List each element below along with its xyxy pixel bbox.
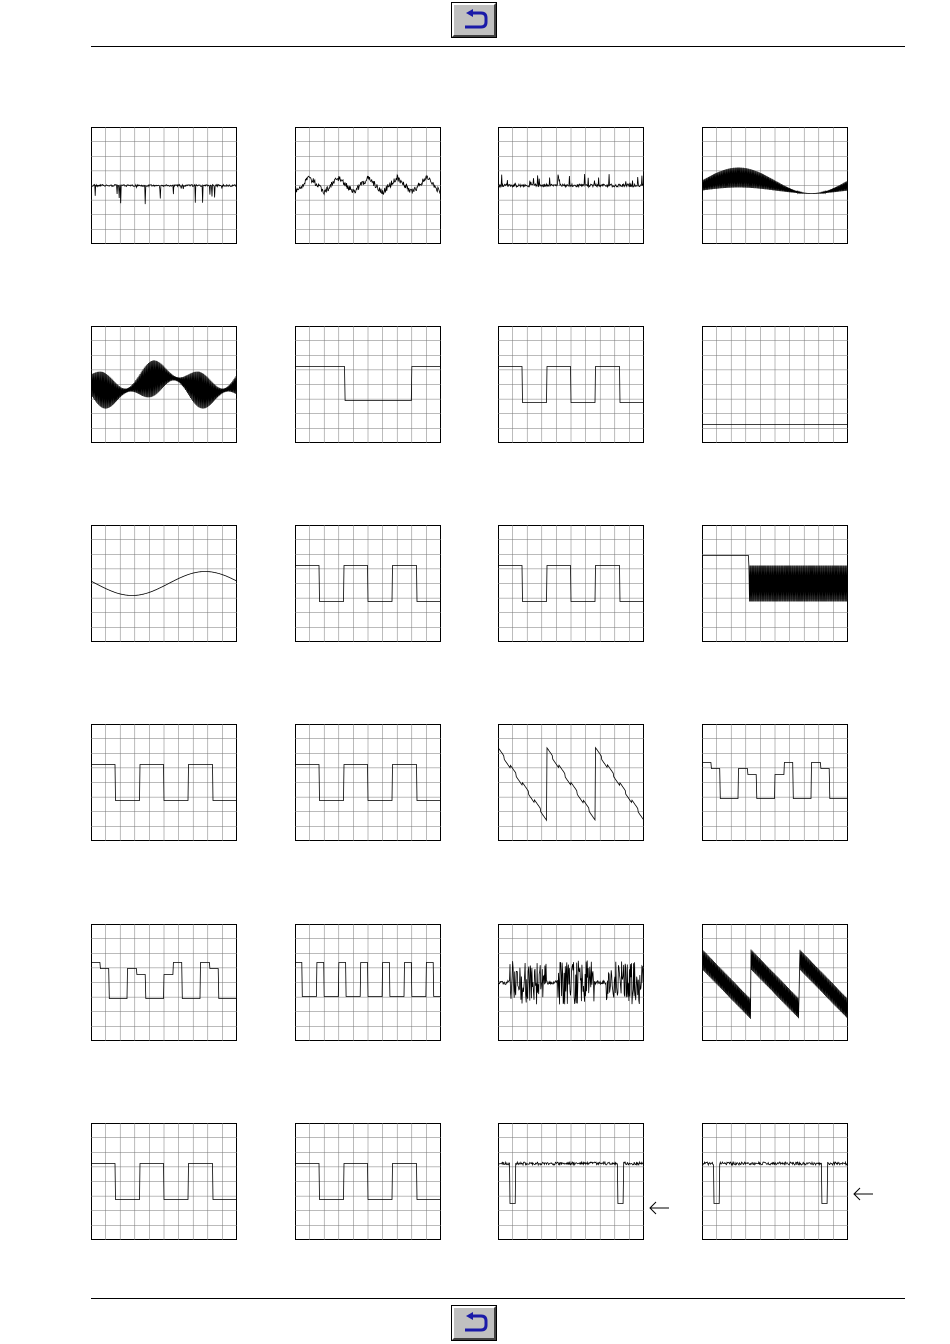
oscillogram-r5c4 [702, 924, 848, 1041]
footer-rule [91, 1298, 905, 1299]
oscillogram-r5c3 [498, 924, 644, 1041]
oscillogram-r1c2 [295, 127, 441, 244]
oscillogram-r6c4 [702, 1123, 848, 1240]
oscillogram-r5c2 [295, 924, 441, 1041]
oscillogram-r1c4 [702, 127, 848, 244]
oscillogram-r3c4 [702, 525, 848, 642]
oscillogram-r4c3 [498, 724, 644, 841]
oscillogram-r5c1 [91, 924, 237, 1041]
oscillogram-r4c1 [91, 724, 237, 841]
oscillogram-r3c3 [498, 525, 644, 642]
back-button-top[interactable] [452, 3, 496, 37]
oscillogram-r4c4 [702, 724, 848, 841]
oscillogram-r6c1 [91, 1123, 237, 1240]
left-arrow-icon [852, 1187, 874, 1201]
oscillogram-r2c1 [91, 326, 237, 443]
return-arrow-icon [459, 9, 489, 31]
oscillogram-r3c2 [295, 525, 441, 642]
oscillogram-r1c1 [91, 127, 237, 244]
oscillogram-r2c3 [498, 326, 644, 443]
left-arrow-icon [648, 1201, 670, 1215]
header-rule [91, 46, 905, 47]
oscillogram-r3c1 [91, 525, 237, 642]
return-arrow-icon [459, 1312, 489, 1334]
oscillogram-r6c2 [295, 1123, 441, 1240]
oscillogram-r1c3 [498, 127, 644, 244]
oscillogram-r4c2 [295, 724, 441, 841]
oscillogram-r2c4 [702, 326, 848, 443]
oscillogram-r2c2 [295, 326, 441, 443]
back-button-bottom[interactable] [452, 1306, 496, 1340]
oscillogram-r6c3 [498, 1123, 644, 1240]
